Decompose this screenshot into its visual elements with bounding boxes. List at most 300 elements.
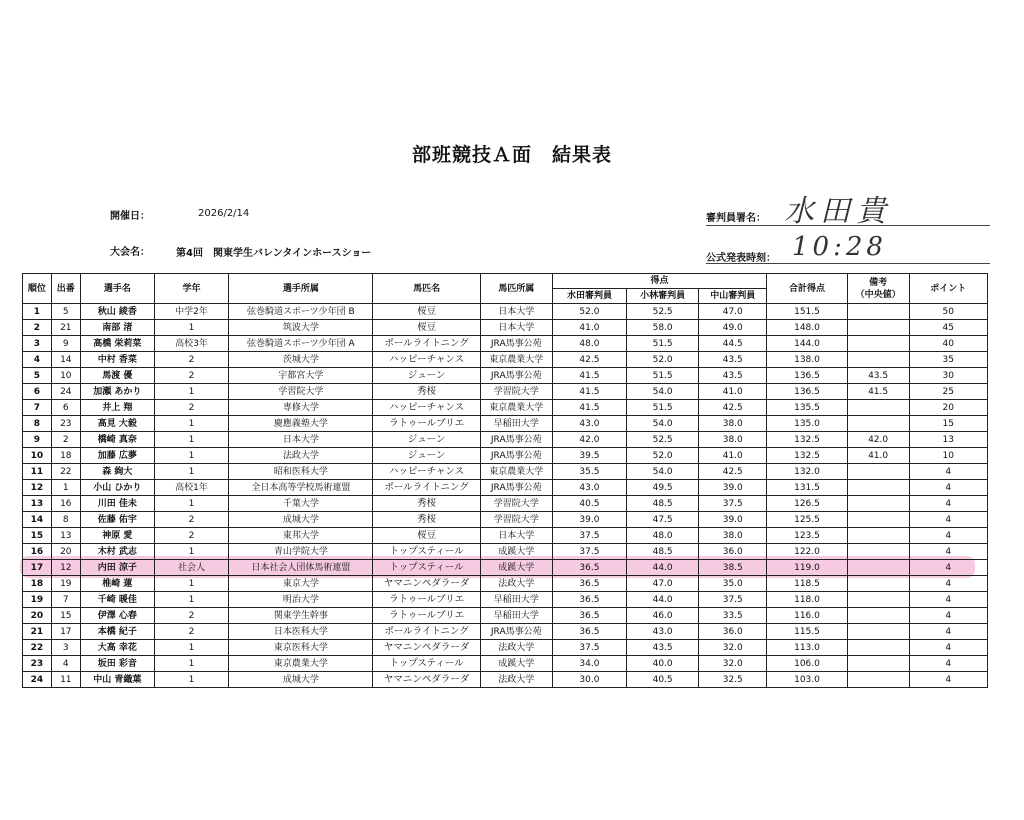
affiliation-cell: 東京農業大学 (229, 656, 373, 672)
remarks-cell (847, 656, 909, 672)
table-row (23, 448, 988, 464)
header-remarks-line1: 備考 (869, 277, 888, 288)
rank-cell: 1 (23, 304, 52, 320)
judge1-score-cell: 48.0 (552, 336, 626, 352)
table-row (23, 464, 988, 480)
horse-affiliation-cell: 東京農業大学 (480, 400, 552, 416)
affiliation-cell: 東邦大学 (229, 528, 373, 544)
remarks-cell (847, 352, 909, 368)
affiliation-cell: 日本医科大学 (229, 624, 373, 640)
total-score-cell: 136.5 (767, 368, 847, 384)
judge2-score-cell: 52.0 (627, 448, 699, 464)
rider-name-cell: 橋崎 真奈 (80, 432, 154, 448)
judge2-score-cell: 52.5 (627, 304, 699, 320)
horse-affiliation-cell: 法政大学 (480, 576, 552, 592)
rider-name-cell: 小山 ひかり (80, 480, 154, 496)
remarks-cell (847, 416, 909, 432)
header-grade: 学年 (154, 274, 228, 304)
judge2-score-cell: 40.5 (627, 672, 699, 688)
total-score-cell: 151.5 (767, 304, 847, 320)
rank-cell: 17 (23, 560, 52, 576)
judge3-score-cell: 43.5 (699, 352, 767, 368)
points-cell: 20 (909, 400, 987, 416)
rider-name-cell: 伊澤 心春 (80, 608, 154, 624)
grade-cell: 2 (154, 528, 228, 544)
judge3-score-cell: 38.0 (699, 416, 767, 432)
horse-name-cell: ヤマニンペダラーダ (373, 640, 480, 656)
total-score-cell: 106.0 (767, 656, 847, 672)
table-row (23, 352, 988, 368)
header-total: 合計得点 (767, 274, 847, 304)
grade-cell: 1 (154, 320, 228, 336)
remarks-cell: 41.5 (847, 384, 909, 400)
header-points: ポイント (909, 274, 987, 304)
horse-affiliation-cell: 法政大学 (480, 640, 552, 656)
grade-cell: 社会人 (154, 560, 228, 576)
number-cell: 14 (51, 352, 80, 368)
horse-name-cell: ジューン (373, 368, 480, 384)
rider-name-cell: 高見 大毅 (80, 416, 154, 432)
total-score-cell: 125.5 (767, 512, 847, 528)
rank-cell: 5 (23, 368, 52, 384)
grade-cell: 2 (154, 624, 228, 640)
table-row (23, 480, 988, 496)
judge1-score-cell: 41.5 (552, 384, 626, 400)
judge1-score-cell: 37.5 (552, 640, 626, 656)
judge1-score-cell: 43.0 (552, 480, 626, 496)
remarks-cell (847, 528, 909, 544)
judge3-score-cell: 38.0 (699, 432, 767, 448)
judge2-score-cell: 43.5 (627, 640, 699, 656)
judge1-score-cell: 42.5 (552, 352, 626, 368)
table-row (23, 368, 988, 384)
table-row (23, 544, 988, 560)
horse-name-cell: 秀桜 (373, 384, 480, 400)
affiliation-cell: 専修大学 (229, 400, 373, 416)
horse-name-cell: トップスティール (373, 544, 480, 560)
rank-cell: 9 (23, 432, 52, 448)
remarks-cell (847, 592, 909, 608)
judge1-score-cell: 52.0 (552, 304, 626, 320)
horse-affiliation-cell: 早稲田大学 (480, 416, 552, 432)
horse-affiliation-cell: 早稲田大学 (480, 592, 552, 608)
judge1-score-cell: 42.0 (552, 432, 626, 448)
points-cell: 10 (909, 448, 987, 464)
points-cell: 25 (909, 384, 987, 400)
event-value: 第4回 関東学生バレンタインホースショー (176, 248, 372, 259)
horse-name-cell: ラトゥールブリエ (373, 416, 480, 432)
judge2-score-cell: 46.0 (627, 608, 699, 624)
horse-affiliation-cell: 早稲田大学 (480, 608, 552, 624)
number-cell: 15 (51, 608, 80, 624)
judge2-score-cell: 43.0 (627, 624, 699, 640)
time-line (706, 263, 990, 264)
judge1-score-cell: 41.0 (552, 320, 626, 336)
number-cell: 24 (51, 384, 80, 400)
judge-signature-label: 審判員署名： (706, 213, 766, 224)
date-label: 開催日： (110, 211, 150, 222)
judge1-score-cell: 34.0 (552, 656, 626, 672)
judge1-score-cell: 36.5 (552, 576, 626, 592)
judge2-score-cell: 40.0 (627, 656, 699, 672)
judge1-score-cell: 39.5 (552, 448, 626, 464)
affiliation-cell: 日本大学 (229, 432, 373, 448)
points-cell: 4 (909, 640, 987, 656)
rider-name-cell: 千崎 暖佳 (80, 592, 154, 608)
remarks-cell (847, 560, 909, 576)
judge2-score-cell: 44.0 (627, 592, 699, 608)
number-cell: 1 (51, 480, 80, 496)
judge2-score-cell: 54.0 (627, 384, 699, 400)
date-value: 2026/2/14 (198, 208, 250, 219)
judge3-score-cell: 49.0 (699, 320, 767, 336)
horse-affiliation-cell: 東京農業大学 (480, 352, 552, 368)
horse-name-cell: ラトゥールブリエ (373, 608, 480, 624)
announce-time-label: 公式発表時刻： (706, 253, 776, 264)
judge1-score-cell: 36.5 (552, 608, 626, 624)
signature-line (706, 225, 990, 226)
points-cell: 45 (909, 320, 987, 336)
grade-cell: 高校3年 (154, 336, 228, 352)
number-cell: 13 (51, 528, 80, 544)
judge1-score-cell: 36.5 (552, 624, 626, 640)
judge3-score-cell: 38.5 (699, 560, 767, 576)
total-score-cell: 131.5 (767, 480, 847, 496)
horse-name-cell: 桜豆 (373, 304, 480, 320)
number-cell: 18 (51, 448, 80, 464)
number-cell: 2 (51, 432, 80, 448)
total-score-cell: 148.0 (767, 320, 847, 336)
table-row (23, 592, 988, 608)
horse-affiliation-cell: 成蹊大学 (480, 544, 552, 560)
judge2-score-cell: 52.0 (627, 352, 699, 368)
total-score-cell: 132.5 (767, 448, 847, 464)
rank-cell: 15 (23, 528, 52, 544)
horse-affiliation-cell: 日本大学 (480, 304, 552, 320)
affiliation-cell: 法政大学 (229, 448, 373, 464)
number-cell: 17 (51, 624, 80, 640)
horse-affiliation-cell: 東京農業大学 (480, 464, 552, 480)
judge3-score-cell: 42.5 (699, 400, 767, 416)
judge3-score-cell: 37.5 (699, 496, 767, 512)
judge3-score-cell: 37.5 (699, 592, 767, 608)
affiliation-cell: 千葉大学 (229, 496, 373, 512)
table-row (23, 496, 988, 512)
total-score-cell: 122.0 (767, 544, 847, 560)
number-cell: 9 (51, 336, 80, 352)
page-title: 部班競技Ａ面 結果表 (411, 144, 612, 166)
total-score-cell: 115.5 (767, 624, 847, 640)
number-cell: 12 (51, 560, 80, 576)
judge3-score-cell: 32.5 (699, 672, 767, 688)
remarks-cell: 41.0 (847, 448, 909, 464)
total-score-cell: 144.0 (767, 336, 847, 352)
horse-name-cell: ジューン (373, 432, 480, 448)
horse-affiliation-cell: 日本大学 (480, 320, 552, 336)
table-row (23, 560, 988, 576)
horse-affiliation-cell: 法政大学 (480, 672, 552, 688)
remarks-cell (847, 464, 909, 480)
horse-name-cell: ボールライトニング (373, 624, 480, 640)
judge2-score-cell: 48.0 (627, 528, 699, 544)
affiliation-cell: 日本社会人団体馬術連盟 (229, 560, 373, 576)
rank-cell: 6 (23, 384, 52, 400)
affiliation-cell: 学習院大学 (229, 384, 373, 400)
horse-name-cell: 秀桜 (373, 496, 480, 512)
event-label: 大会名： (110, 247, 150, 258)
affiliation-cell: 明治大学 (229, 592, 373, 608)
judge2-score-cell: 51.5 (627, 400, 699, 416)
points-cell: 4 (909, 608, 987, 624)
results-table (22, 273, 988, 688)
horse-name-cell: 秀桜 (373, 512, 480, 528)
total-score-cell: 132.0 (767, 464, 847, 480)
judge1-score-cell: 37.5 (552, 544, 626, 560)
rank-cell: 23 (23, 656, 52, 672)
header-remarks (847, 274, 909, 304)
table-row (23, 400, 988, 416)
number-cell: 20 (51, 544, 80, 560)
affiliation-cell: 宇都宮大学 (229, 368, 373, 384)
remarks-cell (847, 624, 909, 640)
grade-cell: 1 (154, 432, 228, 448)
judge3-score-cell: 42.5 (699, 464, 767, 480)
table-row (23, 624, 988, 640)
rider-name-cell: 椎崎 蓮 (80, 576, 154, 592)
number-cell: 19 (51, 576, 80, 592)
total-score-cell: 138.0 (767, 352, 847, 368)
rider-name-cell: 中村 香菜 (80, 352, 154, 368)
grade-cell: 1 (154, 592, 228, 608)
rider-name-cell: 秋山 綾香 (80, 304, 154, 320)
table-row (23, 320, 988, 336)
points-cell: 4 (909, 512, 987, 528)
header-judge1: 水田審判員 (552, 289, 626, 304)
total-score-cell: 132.5 (767, 432, 847, 448)
judge2-score-cell: 48.5 (627, 544, 699, 560)
header-number: 出番 (51, 274, 80, 304)
rider-name-cell: 加藤 広夢 (80, 448, 154, 464)
judge2-score-cell: 54.0 (627, 416, 699, 432)
number-cell: 5 (51, 304, 80, 320)
number-cell: 23 (51, 416, 80, 432)
header-horse-affiliation: 馬匹所属 (480, 274, 552, 304)
affiliation-cell: 弦巻騎道スポーツ少年団 B (229, 304, 373, 320)
number-cell: 7 (51, 592, 80, 608)
judge3-score-cell: 32.0 (699, 640, 767, 656)
points-cell: 40 (909, 336, 987, 352)
judge1-score-cell: 35.5 (552, 464, 626, 480)
judge3-score-cell: 36.0 (699, 624, 767, 640)
rider-name-cell: 川田 佳未 (80, 496, 154, 512)
grade-cell: 1 (154, 544, 228, 560)
points-cell: 4 (909, 576, 987, 592)
judge2-score-cell: 47.0 (627, 576, 699, 592)
rider-name-cell: 本橋 紀子 (80, 624, 154, 640)
rank-cell: 3 (23, 336, 52, 352)
judge3-score-cell: 32.0 (699, 656, 767, 672)
judge3-score-cell: 43.5 (699, 368, 767, 384)
affiliation-cell: 全日本高等学校馬術連盟 (229, 480, 373, 496)
horse-affiliation-cell: 学習院大学 (480, 496, 552, 512)
horse-affiliation-cell: JRA馬事公苑 (480, 368, 552, 384)
total-score-cell: 116.0 (767, 608, 847, 624)
table-row (23, 640, 988, 656)
judge3-score-cell: 39.0 (699, 512, 767, 528)
affiliation-cell: 慶應義塾大学 (229, 416, 373, 432)
horse-name-cell: トップスティール (373, 656, 480, 672)
remarks-cell (847, 320, 909, 336)
horse-affiliation-cell: 成蹊大学 (480, 560, 552, 576)
points-cell: 4 (909, 496, 987, 512)
rank-cell: 14 (23, 512, 52, 528)
table-row (23, 384, 988, 400)
rank-cell: 16 (23, 544, 52, 560)
remarks-cell (847, 336, 909, 352)
judge2-score-cell: 49.5 (627, 480, 699, 496)
rank-cell: 18 (23, 576, 52, 592)
grade-cell: 1 (154, 672, 228, 688)
points-cell: 30 (909, 368, 987, 384)
rider-name-cell: 森 絢大 (80, 464, 154, 480)
points-cell: 4 (909, 672, 987, 688)
table-row (23, 512, 988, 528)
header-judge2: 小林審判員 (627, 289, 699, 304)
rank-cell: 21 (23, 624, 52, 640)
rank-cell: 20 (23, 608, 52, 624)
points-cell: 4 (909, 544, 987, 560)
grade-cell: 2 (154, 512, 228, 528)
number-cell: 11 (51, 672, 80, 688)
header-score-group: 得点 (552, 274, 766, 289)
header-affiliation: 選手所属 (229, 274, 373, 304)
total-score-cell: 123.5 (767, 528, 847, 544)
rank-cell: 8 (23, 416, 52, 432)
remarks-cell (847, 608, 909, 624)
horse-name-cell: トップスティール (373, 560, 480, 576)
table-row (23, 528, 988, 544)
judge1-score-cell: 41.5 (552, 400, 626, 416)
points-cell: 35 (909, 352, 987, 368)
rank-cell: 4 (23, 352, 52, 368)
points-cell: 4 (909, 560, 987, 576)
rider-name-cell: 馬渡 優 (80, 368, 154, 384)
horse-name-cell: ヤマニンペダラーダ (373, 672, 480, 688)
horse-affiliation-cell: JRA馬事公苑 (480, 624, 552, 640)
points-cell: 4 (909, 480, 987, 496)
points-cell: 4 (909, 528, 987, 544)
grade-cell: 1 (154, 416, 228, 432)
judge1-score-cell: 30.0 (552, 672, 626, 688)
affiliation-cell: 関東学生幹事 (229, 608, 373, 624)
horse-affiliation-cell: JRA馬事公苑 (480, 432, 552, 448)
horse-name-cell: ハッピーチャンス (373, 464, 480, 480)
table-row (23, 656, 988, 672)
judge2-score-cell: 51.5 (627, 368, 699, 384)
horse-name-cell: ジューン (373, 448, 480, 464)
horse-affiliation-cell: JRA馬事公苑 (480, 480, 552, 496)
table-row (23, 336, 988, 352)
remarks-cell (847, 640, 909, 656)
judge2-score-cell: 44.0 (627, 560, 699, 576)
table-row (23, 432, 988, 448)
judge3-score-cell: 47.0 (699, 304, 767, 320)
affiliation-cell: 東京大学 (229, 576, 373, 592)
total-score-cell: 126.5 (767, 496, 847, 512)
rider-name-cell: 木村 武志 (80, 544, 154, 560)
header-remarks-line2: （中央値） (855, 289, 901, 300)
table-row (23, 576, 988, 592)
rider-name-cell: 加瀬 あかり (80, 384, 154, 400)
grade-cell: 2 (154, 352, 228, 368)
judge1-score-cell: 36.5 (552, 592, 626, 608)
judge3-score-cell: 36.0 (699, 544, 767, 560)
table-row (23, 416, 988, 432)
judge1-score-cell: 37.5 (552, 528, 626, 544)
grade-cell: 2 (154, 368, 228, 384)
total-score-cell: 136.5 (767, 384, 847, 400)
rider-name-cell: 中山 青織葉 (80, 672, 154, 688)
judge3-score-cell: 33.5 (699, 608, 767, 624)
affiliation-cell: 筑波大学 (229, 320, 373, 336)
table-row (23, 304, 988, 320)
remarks-cell (847, 544, 909, 560)
judge2-score-cell: 48.5 (627, 496, 699, 512)
total-score-cell: 118.5 (767, 576, 847, 592)
remarks-cell (847, 400, 909, 416)
judge3-score-cell: 35.0 (699, 576, 767, 592)
horse-name-cell: 桜豆 (373, 528, 480, 544)
header-rank: 順位 (23, 274, 52, 304)
horse-affiliation-cell: JRA馬事公苑 (480, 336, 552, 352)
judge2-score-cell: 58.0 (627, 320, 699, 336)
affiliation-cell: 茨城大学 (229, 352, 373, 368)
horse-affiliation-cell: 学習院大学 (480, 512, 552, 528)
grade-cell: 1 (154, 640, 228, 656)
number-cell: 8 (51, 512, 80, 528)
grade-cell: 1 (154, 496, 228, 512)
judge2-score-cell: 54.0 (627, 464, 699, 480)
horse-name-cell: ハッピーチャンス (373, 400, 480, 416)
rider-name-cell: 内田 涼子 (80, 560, 154, 576)
affiliation-cell: 東京医科大学 (229, 640, 373, 656)
horse-name-cell: ボールライトニング (373, 480, 480, 496)
grade-cell: 2 (154, 400, 228, 416)
number-cell: 16 (51, 496, 80, 512)
judge3-score-cell: 44.5 (699, 336, 767, 352)
points-cell: 15 (909, 416, 987, 432)
total-score-cell: 118.0 (767, 592, 847, 608)
judge3-score-cell: 38.0 (699, 528, 767, 544)
announce-time-value: 10:28 (792, 232, 887, 262)
rider-name-cell: 高橋 栄莉菜 (80, 336, 154, 352)
total-score-cell: 135.5 (767, 400, 847, 416)
rider-name-cell: 坂田 彩音 (80, 656, 154, 672)
total-score-cell: 113.0 (767, 640, 847, 656)
points-cell: 4 (909, 656, 987, 672)
horse-name-cell: 桜豆 (373, 320, 480, 336)
rank-cell: 24 (23, 672, 52, 688)
affiliation-cell: 成城大学 (229, 672, 373, 688)
header-horse: 馬匹名 (373, 274, 480, 304)
remarks-cell (847, 512, 909, 528)
remarks-cell (847, 304, 909, 320)
remarks-cell (847, 496, 909, 512)
number-cell: 22 (51, 464, 80, 480)
judge2-score-cell: 47.5 (627, 512, 699, 528)
points-cell: 13 (909, 432, 987, 448)
number-cell: 3 (51, 640, 80, 656)
